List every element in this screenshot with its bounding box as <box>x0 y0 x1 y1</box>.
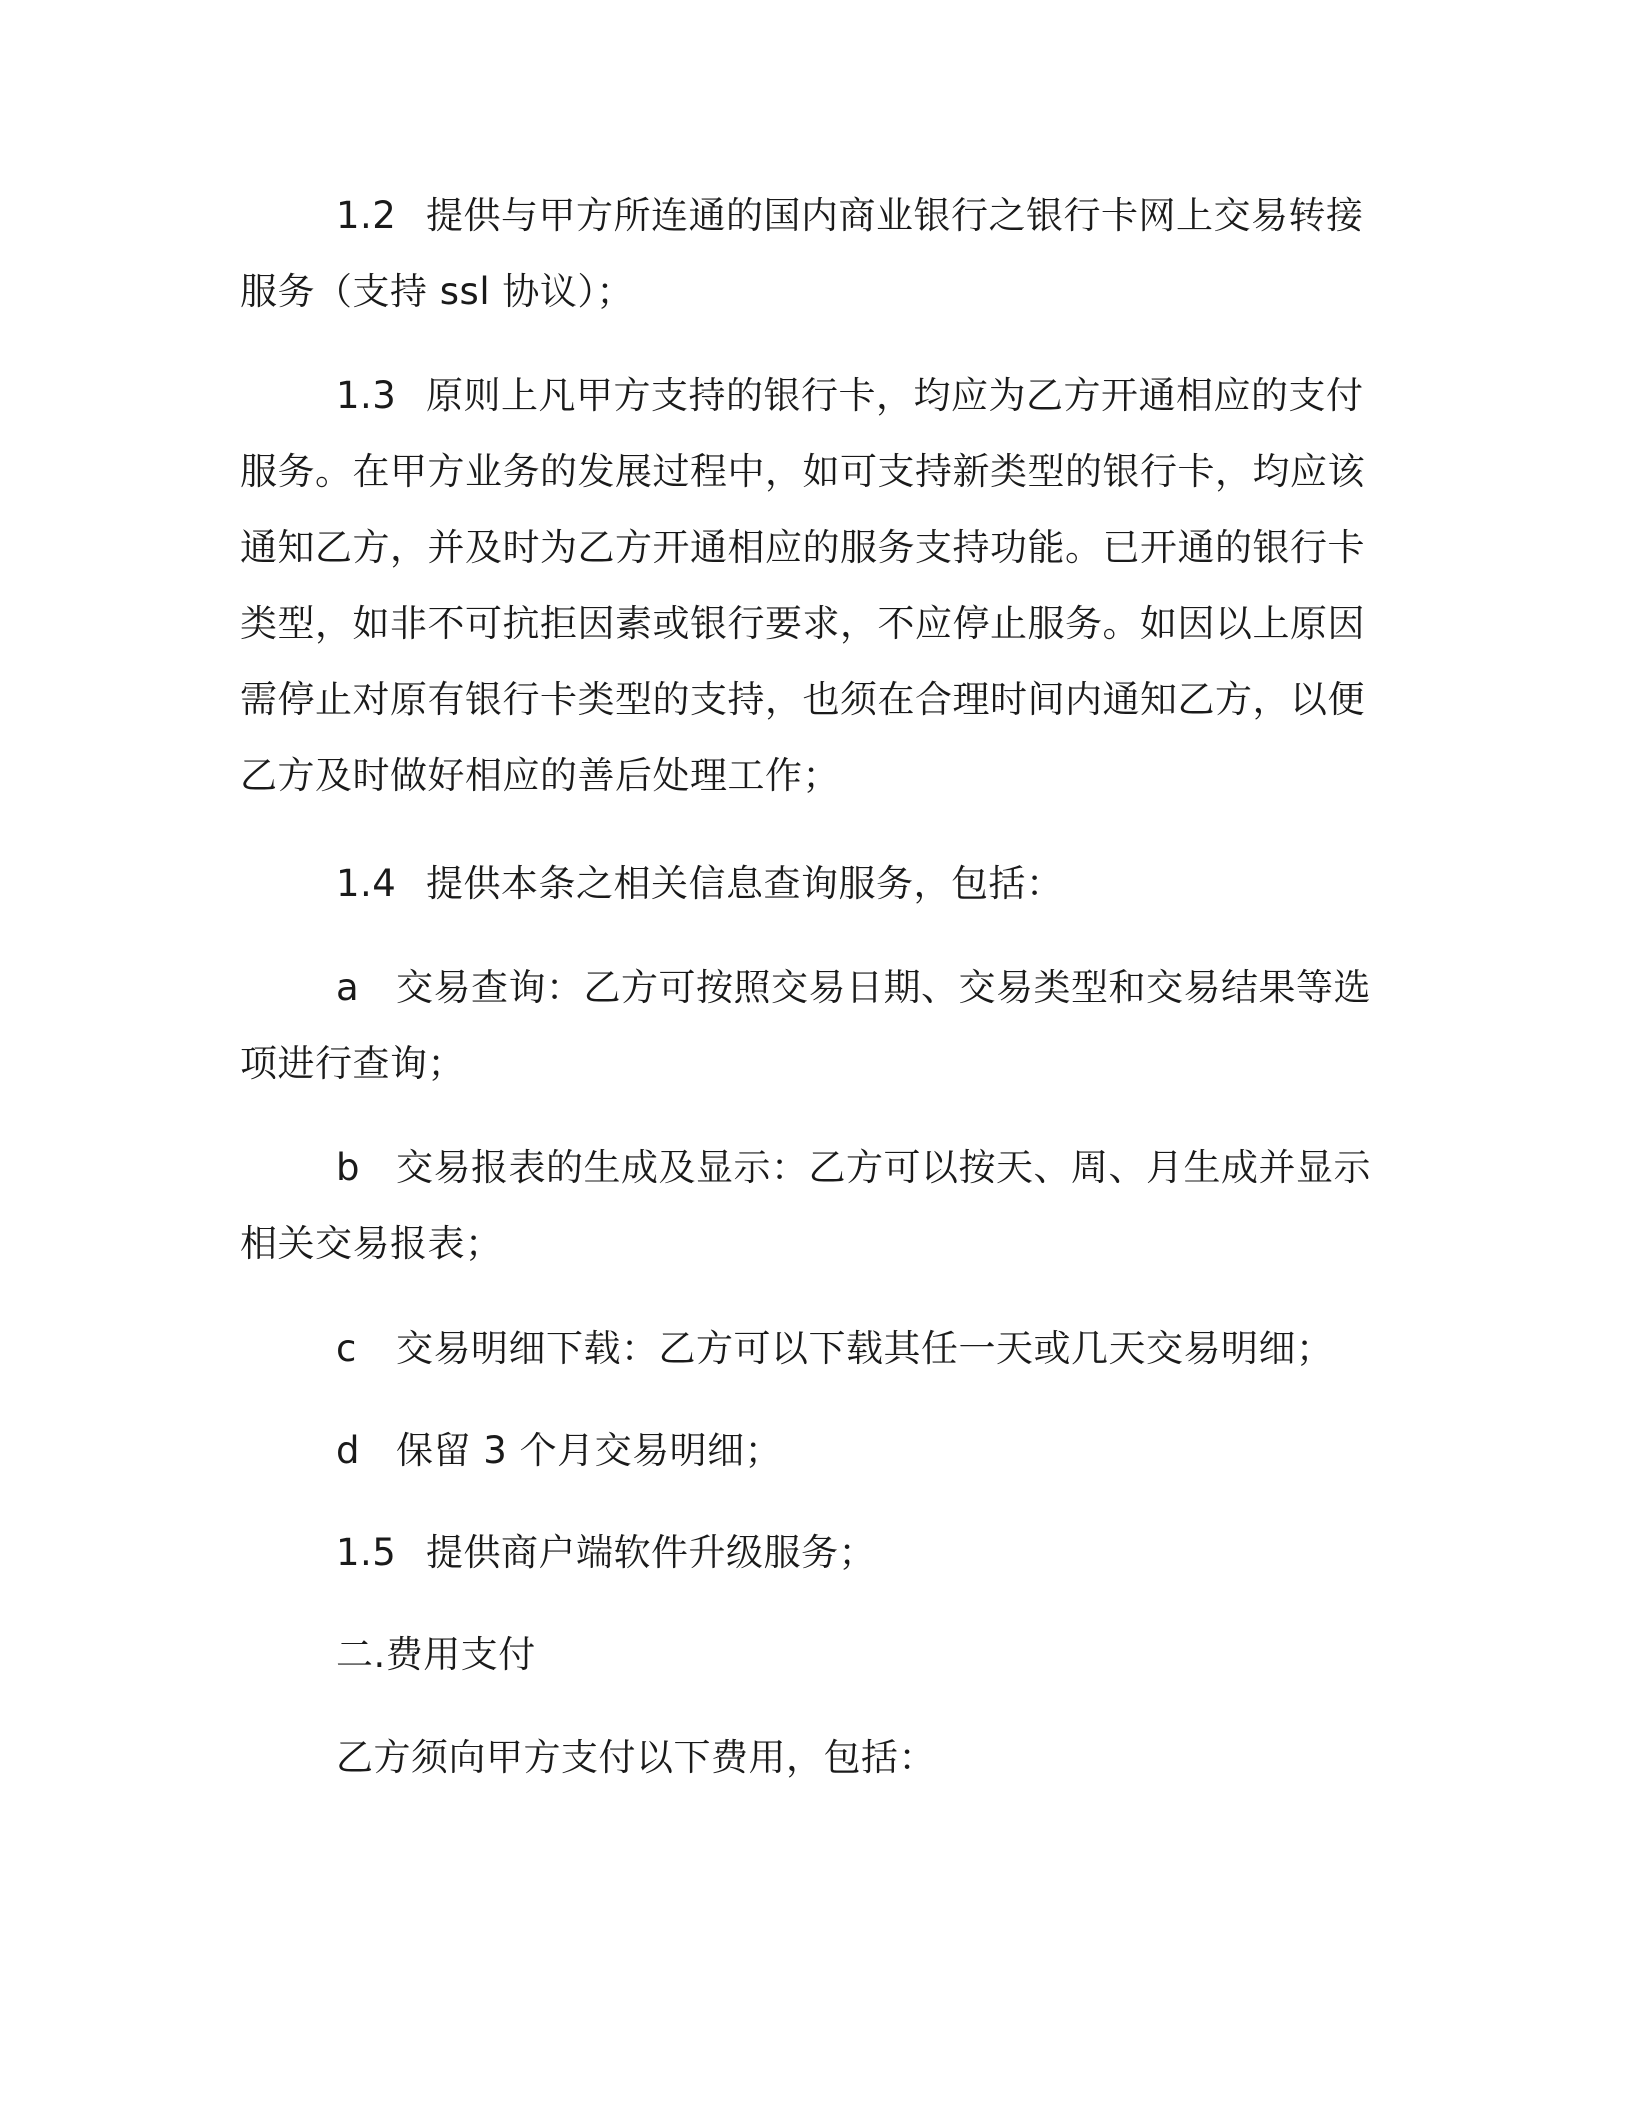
item-a-line-1 <box>240 950 1371 1026</box>
item-d-line-1 <box>240 1413 1360 1489</box>
fee-intro-text: 乙方须向甲方支付以下费用，包括： <box>336 1736 936 1779</box>
clause-1-5 <box>240 1515 1360 1591</box>
clause-1-3-line-5: 需停止对原有银行卡类型的支持，也须在合理时间内通知乙方，以便 <box>240 678 1365 721</box>
clause-text: 提供商户端软件升级服务； <box>426 1531 876 1574</box>
clause-1-3-line-1 <box>240 358 1364 434</box>
section-heading-2 <box>240 1617 1360 1693</box>
section-heading-text: 二.费用支付 <box>336 1633 536 1676</box>
item-b-line-1 <box>240 1130 1371 1206</box>
clause-1-4-line-1 <box>240 846 1360 922</box>
clause-number: 1.5 <box>336 1531 397 1574</box>
clause-1-2-line-1 <box>240 178 1364 254</box>
clause-1-4 <box>240 846 1360 922</box>
item-a <box>240 950 1371 1102</box>
clause-1-3 <box>240 358 1365 814</box>
item-c-line-1 <box>240 1311 1360 1387</box>
clause-text: 提供与甲方所连通的国内商业银行之银行卡网上交易转接 <box>426 194 1364 237</box>
clause-1-3-line-6: 乙方及时做好相应的善后处理工作； <box>240 754 840 797</box>
item-b <box>240 1130 1371 1282</box>
item-letter: d <box>336 1429 360 1472</box>
clause-1-3-line-4: 类型，如非不可抗拒因素或银行要求，不应停止服务。如因以上原因 <box>240 602 1365 645</box>
clause-text: 提供本条之相关信息查询服务，包括： <box>426 862 1064 905</box>
item-letter: b <box>336 1146 360 1189</box>
clause-1-3-line-3: 通知乙方，并及时为乙方开通相应的服务支持功能。已开通的银行卡 <box>240 526 1365 569</box>
clause-number: 1.3 <box>336 374 397 417</box>
clause-number: 1.2 <box>336 194 397 237</box>
item-b-line-2: 相关交易报表； <box>240 1222 503 1265</box>
item-text: 交易查询：乙方可按照交易日期、交易类型和交易结果等选 <box>396 966 1371 1009</box>
item-text: 交易明细下载：乙方可以下载其任一天或几天交易明细； <box>396 1327 1334 1370</box>
clause-text: 原则上凡甲方支持的银行卡，均应为乙方开通相应的支付 <box>426 374 1364 417</box>
clause-1-2-line-2: 服务（支持 ssl 协议）； <box>240 270 634 313</box>
item-a-line-2: 项进行查询； <box>240 1042 465 1085</box>
item-text: 保留 3 个月交易明细； <box>396 1429 783 1472</box>
clause-1-2 <box>240 178 1364 330</box>
item-letter: a <box>336 966 360 1009</box>
item-letter: c <box>336 1327 357 1370</box>
clause-1-3-line-2: 服务。在甲方业务的发展过程中，如可支持新类型的银行卡，均应该 <box>240 450 1365 493</box>
item-d <box>240 1413 1360 1489</box>
fee-intro <box>240 1720 1360 1796</box>
clause-number: 1.4 <box>336 862 397 905</box>
item-c <box>240 1311 1360 1387</box>
clause-1-5-line-1 <box>240 1515 1360 1591</box>
item-text: 交易报表的生成及显示：乙方可以按天、周、月生成并显示 <box>396 1146 1371 1189</box>
